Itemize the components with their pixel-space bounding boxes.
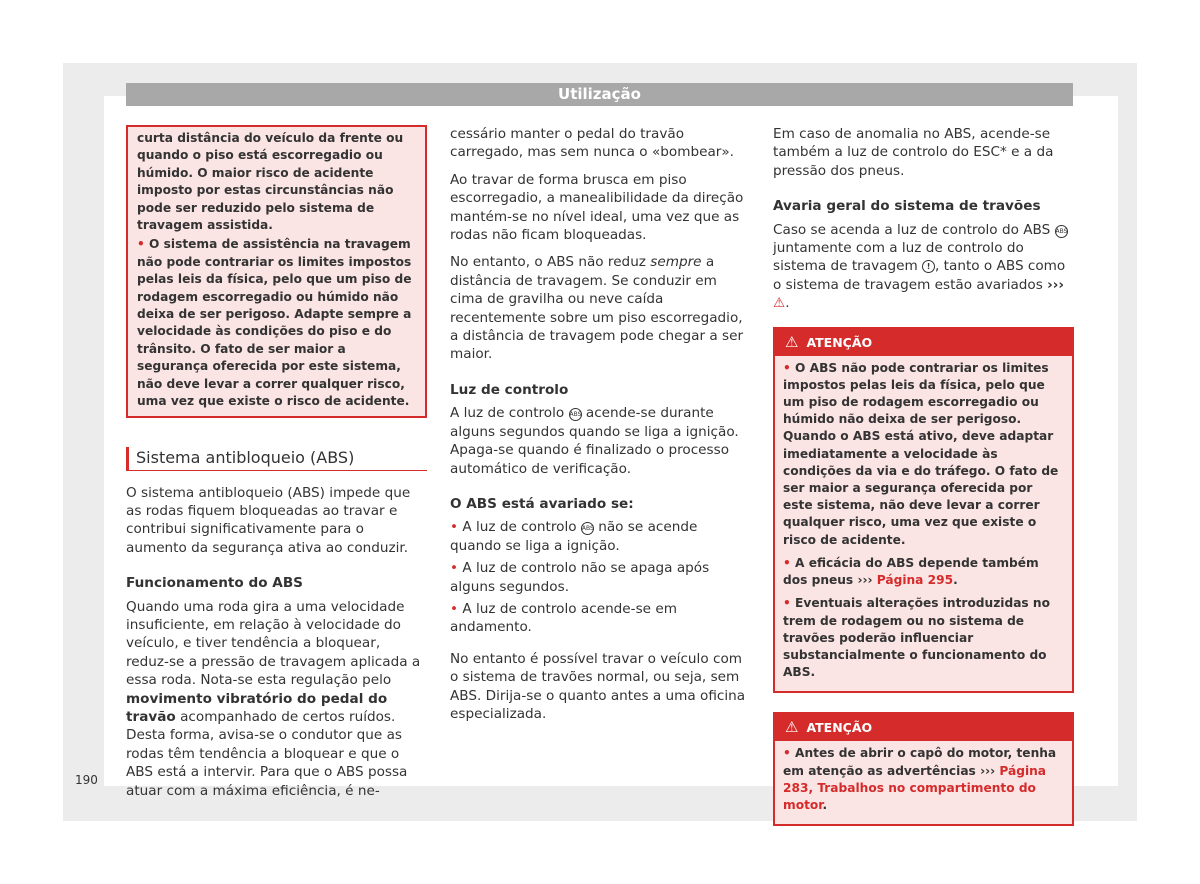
bullet-icon: •	[783, 555, 791, 570]
abs-warning-light-icon: ABS	[1055, 225, 1068, 238]
column-1	[126, 125, 427, 809]
subheading: Avaria geral do sistema de travões	[773, 198, 1041, 215]
abs-warning-light-icon: ABS	[569, 408, 582, 421]
warning-body	[775, 356, 1072, 692]
column-2	[450, 125, 750, 732]
warning-paragraph: • O sistema de assistência na travagem não pode contrariar os limites impostos pelas leis da física, pelo que um piso de rodagem escorregadio ou húmido não deixa de ser perigoso. Adapte sempre a velocidade às condições do piso e do trânsito. O fato de ser maior a segurança oferecida por este sistema, não deve levar a correr qualquer risco, uma vez que existe o risco de acidente.	[137, 237, 412, 409]
bullet-icon: •	[450, 560, 459, 577]
bullet-icon: •	[783, 596, 791, 611]
page-number: 190	[75, 773, 98, 787]
page-reference-link[interactable]: Página 283, Trabalhos no compartimento do motor	[783, 763, 1047, 812]
paragraph: Ao travar de forma brusca em piso escorregadio, a manealibilidade da direção mantém-se no nível ideal, uma vez que as rodas não ficam bloqueadas.	[450, 171, 744, 244]
paragraph: No entanto, o ABS não reduz sempre a distância de travagem. Se conduzir em cima de gravilha ou neve caída recentemente sobre um piso escorregadio, a distância de travagem pode chegar a ser maior.	[450, 254, 744, 363]
page-reference-link[interactable]: Página 295	[876, 573, 954, 588]
bullet-icon: •	[450, 600, 459, 617]
warning-item: • Antes de abrir o capô do motor, tenha em atenção as advertências ››› Página 283, Trabalhos no compartimento do motor.	[783, 746, 1057, 812]
bullet-icon: •	[137, 237, 145, 252]
subheading: O ABS está avariado se:	[450, 495, 634, 512]
bullet-icon: •	[450, 519, 459, 536]
subheading: Funcionamento do ABS	[126, 575, 303, 592]
warning-box-atencao-1	[773, 327, 1074, 694]
chapter-header: Utilização	[126, 83, 1073, 106]
warning-item: • Eventuais alterações introduzidas no trem de rodagem ou no sistema de travões poderão influenciar substancialmente o funcionamento do ABS.	[783, 596, 1050, 680]
section-title: Sistema antibloqueio (ABS)	[126, 447, 427, 471]
warning-triangle-icon: ⚠	[785, 332, 799, 351]
column-3	[773, 125, 1074, 845]
warning-box-atencao-2	[773, 712, 1074, 826]
brake-warning-light-icon: !	[922, 260, 935, 273]
paragraph: Em caso de anomalia no ABS, acende-se também a luz de controlo do ESC* e a da pressão dos pneus.	[773, 126, 1054, 179]
warning-box-continued	[126, 125, 427, 418]
warning-paragraph: curta distância do veículo da frente ou quando o piso está escorregadio ou húmido. O maior risco de acidente imposto por estas circunstâncias não pode ser reduzido pelo sistema de travagem assistida.	[137, 131, 404, 233]
warning-body	[775, 741, 1072, 824]
paragraph: A luz de controlo ABS acende-se durante alguns segundos quando se liga a ignição. Apaga-se quando é finalizado o processo automático de verificação.	[450, 405, 739, 477]
reference-arrows: ›››	[1047, 276, 1064, 293]
warning-triangle-icon: ⚠	[773, 295, 786, 312]
warning-header: ⚠ ATENÇÃO	[775, 329, 1072, 356]
warning-item: • A eficácia do ABS depende também dos pneus ››› Página 295.	[783, 555, 1039, 588]
list-item: • A luz de controlo acende-se em andamento.	[450, 600, 677, 636]
bullet-icon: •	[783, 746, 791, 761]
paragraph: Caso se acenda a luz de controlo do ABS ABS juntamente com a luz de controlo do sistema de travagem ! , tanto o ABS como o sistema de travagem estão avariados ››› ⚠.	[773, 221, 1068, 312]
paragraph: No entanto é possível travar o veículo com o sistema de travões normal, ou seja, sem ABS. Dirija-se o quanto antes a uma oficina especializada.	[450, 650, 746, 722]
function-paragraph: Quando uma roda gira a uma velocidade insuficiente, em relação à velocidade do veículo, e tiver tendência a bloquear, reduz-se a pressão de travagem aplicada a essa roda. Nota-se esta regulação pelo movimento vibratório do pedal do travão acompanhado de certos ruídos. Desta forma, avisa-se o condutor que as rodas têm tendência a bloquear e que o ABS está a intervir. Para que o ABS possa atuar com a máxima eficiência, é ne-	[126, 598, 421, 799]
paragraph: cessário manter o pedal do travão carregado, mas sem nunca o «bombear».	[450, 126, 735, 161]
warning-header: ⚠ ATENÇÃO	[775, 714, 1072, 741]
bullet-icon: •	[783, 360, 791, 375]
intro-paragraph: O sistema antibloqueio (ABS) impede que as rodas fiquem bloqueadas ao travar e contribui significativamente para o aumento da segurança ativa ao conduzir.	[126, 484, 411, 556]
warning-triangle-icon: ⚠	[785, 718, 799, 737]
warning-item: • O ABS não pode contrariar os limites impostos pelas leis da física, pelo que um piso de rodagem escorregadio ou húmido não deixa de ser perigoso. Quando o ABS está ativo, deve adaptar imediatamente a velocidade às condições da via e do tráfego. O fato de ser maior a segurança oferecida por este sistema, não deve levar a correr qualquer risco, uma vez que existe o risco de acidente.	[783, 360, 1059, 547]
subheading: Luz de controlo	[450, 381, 569, 398]
list-item: • A luz de controlo ABS não se acende quando se liga a ignição.	[450, 519, 698, 554]
list-item: • A luz de controlo não se apaga após alguns segundos.	[450, 560, 710, 595]
abs-warning-light-icon: ABS	[581, 522, 594, 535]
